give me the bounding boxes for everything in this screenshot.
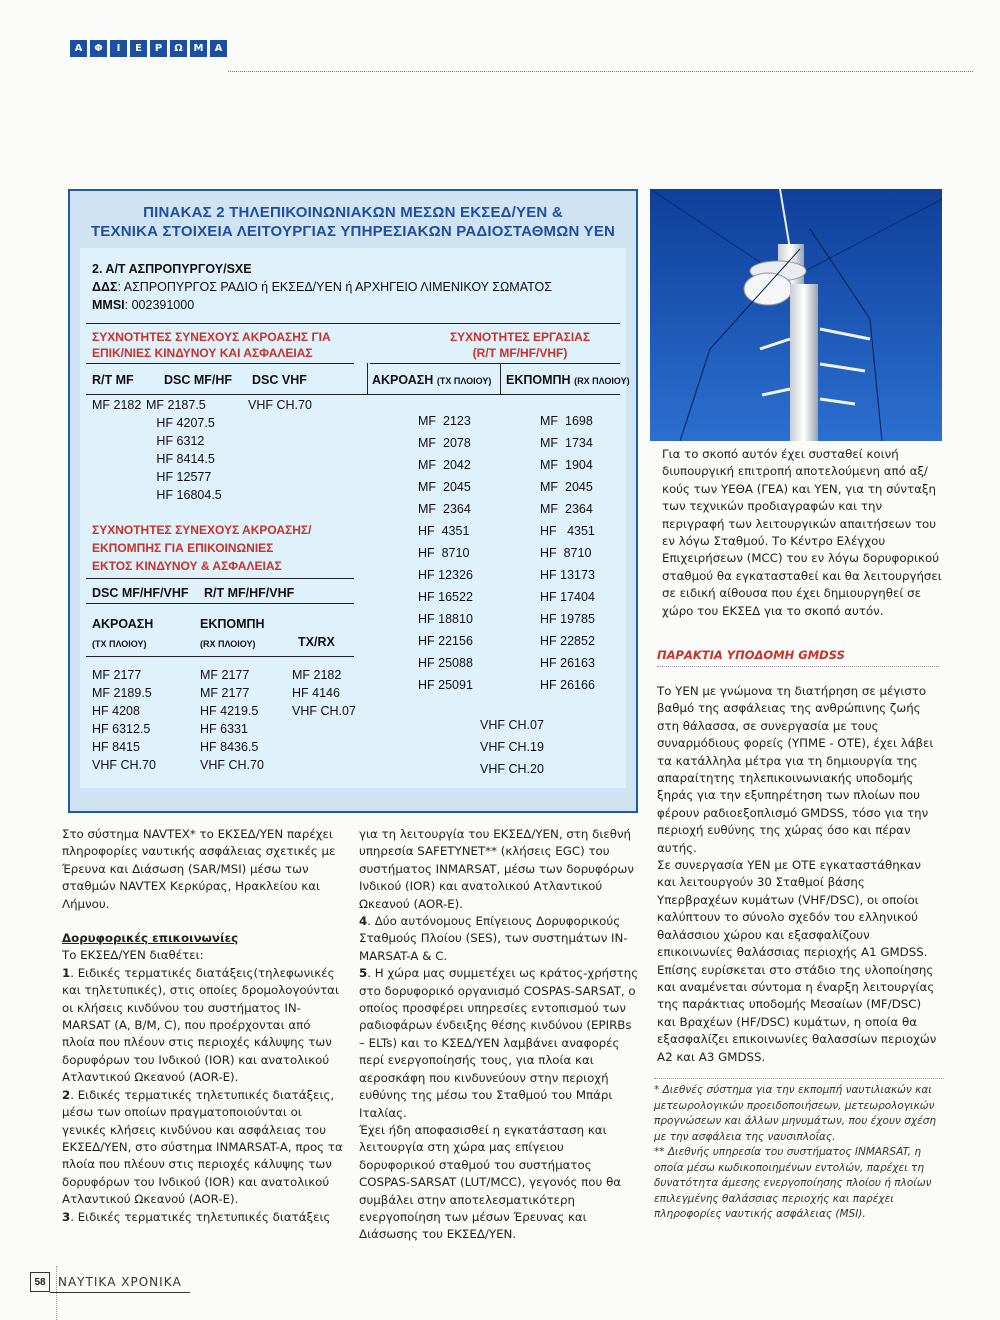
mid-heading-3: ΕΚΤΟΣ ΚΙΝΔΥΝΟΥ & ΑΣΦΑΛΕΙΑΣ: [92, 559, 282, 573]
item-text: . Ειδικές τερματικές διατάξεις(τηλεφωνικές και τηλετυπικές), στις οποίες δρομολογούνται οι κλήσεις κινδύνου του συστήματος IN-MARSAT (A, B/M, C), που προέρχονται από πλοία που πλέουν στις περιοχές κάλυψης των δορυφόρων του Ινδικού (IOR) και ανατολικού Ατλαντικού Ωκεανού (AOR-E).: [62, 965, 339, 1085]
col-dsc-vhf: DSC VHF: [252, 373, 307, 387]
col-akroasi-label: ΑΚΡΟΑΣΗ: [372, 373, 434, 387]
dds-line: [92, 279, 552, 295]
section-header: [70, 40, 227, 57]
mmsi-line: [92, 297, 194, 313]
header-letter: Φ: [90, 40, 107, 57]
vhf-values: VHF CH.07 VHF CH.19 VHF CH.20: [480, 718, 544, 776]
divider: [86, 656, 354, 657]
mid-col-ekpompi: ΕΚΠΟΜΠΗ: [200, 617, 265, 631]
item-number: 2: [62, 1087, 71, 1102]
col-ekpompi-sub: (RX ΠΛΟΙΟΥ): [574, 376, 630, 386]
divider: [367, 363, 368, 395]
col1-item-3: [62, 1209, 346, 1226]
divider: [370, 363, 620, 364]
divider: [86, 363, 354, 364]
item-text: . Δύο αυτόνομους Επίγειους Δορυφορικούς Σταθμούς Πλοίου (SES), των συστημάτων IN-MARSAT-A & C.: [359, 914, 628, 963]
work-ekpompi-values: MF 1698 MF 1734 MF 1904 MF 2045 MF 2364 HF 4351 HF 8710 HF 13173 HF 17404 HF 19785 HF 22852 HF 26163 HF 26166: [540, 414, 595, 692]
antenna-image: [650, 189, 942, 441]
col3-body: [657, 683, 941, 1066]
left-heading-1: ΣΥΧΝΟΤΗΤΕΣ ΣΥΝΕΧΟΥΣ ΑΚΡΟΑΣΗΣ ΓΙΑ: [92, 330, 331, 344]
footnote-1: * Διεθνές σύστημα για την εκπομπή ναυτιλιακών και μετεωρολογικών προειδοποιήσεων, μετεωρολογικών προγνώσεων και άλλων μηνυμάτων, που έχουν σχέση με την ασφάλεια της ναυσιπλοΐας.: [654, 1084, 937, 1143]
footer-dots: [56, 1266, 57, 1320]
dds-value: : ΑΣΠΡΟΠΥΡΓΟΣ ΡΑΔΙΟ ή ΕΚΣΕΔ/ΥΕΝ ή ΑΡΧΗΓΕΙΟ ΛΙΜΕΝΙΚΟΥ ΣΩΜΑΤΟΣ: [117, 280, 552, 294]
mid-col-rx: (RX ΠΛΟΙΟΥ): [200, 639, 256, 649]
table-body: [80, 248, 630, 788]
divider: [86, 323, 620, 324]
divider: [86, 394, 620, 395]
mid-col-txrx: TX/RX: [298, 635, 335, 649]
item-number: 4: [359, 914, 368, 929]
col2-item-5: [359, 965, 639, 1122]
mid-heading-2: ΕΚΠΟΜΠΗΣ ΓΙΑ ΕΠΙΚΟΙΝΩΝΙΕΣ: [92, 541, 274, 555]
footnote-rule: [654, 1078, 944, 1079]
col3-paragraph-2: Το ΥΕΝ με γνώμονα τη διατήρηση σε μέγιστο βαθμό της ασφάλειας της ανθρώπινης ζωής στη θάλασσα, σε συνεργασία με τους συναρμόδιους φορείς (ΥΠΜΕ - ΟΤΕ), έχει λάβει τα κατάλληλα μέτρα για τη δημιουργία της απαραίτητης τηλεπικοινωνιακής υποδομής ξηράς για την εξυπηρέτηση των πλοίων που φέρουν ραδιοεξοπλισμό GMDSS, τόσο για την περιοχή ευθύνης της χώρας όσο και πέραν αυτής.: [657, 684, 934, 855]
col1-body: [62, 826, 346, 1226]
col-akroasi-sub: (TX ΠΛΟΙΟΥ): [436, 376, 492, 386]
table-title: [70, 203, 636, 241]
col-dsc-mf-hf: DSC MF/HF: [164, 373, 233, 387]
dds-label: ΔΔΣ: [92, 280, 118, 294]
page-number: 58: [30, 1272, 50, 1292]
section-heading-gmdss: ΠΑΡΑΚΤΙΑ ΥΠΟΔΟΜΗ GMDSS: [657, 648, 845, 662]
item-number: 5: [359, 966, 368, 981]
header-letter: Ι: [110, 40, 127, 57]
station-name: 2. Α/Τ ΑΣΠΡΟΠΥΡΓΟΥ/SXE: [92, 262, 252, 276]
right-heading-2: (R/T MF/HF/VHF): [472, 346, 568, 360]
footer-rule: [50, 1292, 190, 1293]
col2-paragraph-2: Έχει ήδη αποφασισθεί η εγκατάσταση και λειτουργία στη χώρα μας επίγειου δορυφορικού σταθμού του συστήματος COSPAS-SARSAT (LUT/MCC), γεγονός που θα συμβάλει στην αποτελεσματικότερη ενεργοποίηση των μέσων Έρευνας και Διάσωσης του ΕΚΣΕΔ/ΥΕΝ.: [359, 1122, 622, 1242]
col2-item-4: [359, 913, 639, 965]
mid-txrx-values: MF 2182 HF 4146 VHF CH.07: [292, 668, 356, 718]
col1-subheading: Δορυφορικές επικοινωνίες: [62, 931, 239, 946]
item-number: 1: [62, 965, 71, 980]
table-title-line1: ΠΙΝΑΚΑΣ 2 ΤΗΛΕΠΙΚΟΙΝΩΝΙΑΚΩΝ ΜΕΣΩΝ ΕΚΣΕΔ/ΥΕΝ &: [143, 204, 563, 221]
col3-paragraph-3: Σε συνεργασία ΥΕΝ με ΟΤΕ εγκαταστάθηκαν και λειτουργούν 30 Σταθμοί βάσης Υπερβραχέων κυμάτων (VHF/DSC), οι οποίοι καλύπτουν το σύνολο σχεδόν του ελληνικού θαλάσσιου χώρου και εξασφαλίζουν επικοινωνίες θαλάσσιας περιοχής A1 GMDSS.: [657, 858, 928, 960]
divider: [86, 578, 354, 579]
footnotes: [654, 1083, 944, 1223]
header-letter: Ω: [170, 40, 187, 57]
footnote-2: ** Διεθνής υπηρεσία του συστήματος INMARSAT, η οποία μέσω κωδικοποιημένων εντολών, παρέχει τη δυνατότητα άμεσης ενεργοποίησης πλοίου ή πλοίων επιλεγμένης θαλάσσιας περιοχής και παρέχει πληροφορίες ναυτικής ασφάλειας (MSI).: [654, 1146, 932, 1220]
mid-col-dsc: DSC MF/HF/VHF: [92, 586, 189, 600]
header-letter: Α: [210, 40, 227, 57]
header-letter: Α: [70, 40, 87, 57]
mid-col-tx: (TX ΠΛΟΙΟΥ): [92, 639, 147, 649]
col2-paragraph-1: για τη λειτουργία του ΕΚΣΕΔ/ΥΕΝ, στη διεθνή υπηρεσία SAFETYNET** (κλήσεις EGC) του συστήματος INMARSAT, μέσω των δορυφόρων Ινδικού (IOR) και ανατολικού Ατλαντικού Ωκεανού (AOR-E).: [359, 827, 634, 911]
col-akroasi: [372, 372, 491, 389]
dsc-vhf-values: VHF CH.70: [248, 398, 312, 412]
mid-col-rt: R/T MF/HF/VHF: [204, 586, 295, 600]
col1-lead: Το ΕΚΣΕΔ/ΥΕΝ διαθέτει:: [62, 948, 204, 963]
col1-item-1: [62, 965, 346, 1087]
mmsi-label: MMSI: [92, 298, 125, 312]
item-number: 3: [62, 1209, 71, 1224]
col-ekpompi: [506, 372, 630, 389]
item-text: . Ειδικές τερματικές τηλετυπικές διατάξεις, μέσω των οποίων πραγματοποιούνται οι γενικές κλήσεις κινδύνου και ασφάλειας του ΕΚΣΕΔ/ΥΕΝ, στο σύστημα INMARSAT-A, προς τα πλοία που πλέουν στις περιοχές κάλυψης των δορυφόρων του Ινδικού (IOR) και ανατολικού Ατλαντικού Ωκεανού (AOR-E).: [62, 1087, 343, 1207]
item-text: . Η χώρα μας συμμετέχει ως κράτος-χρήστης στο δορυφορικό οργανισμό COSPAS-SARSAT, ο οποίος προσφέρει υπηρεσίες εντοπισμού των ραδιοφάρων ένδειξης θέσης κινδύνου (EPIRBs – ELTs) και το ΚΣΕΔ/ΥΕΝ λαμβάνει αναφορές περί ενεργοποίησής τους, για πλοία και αεροσκάφη που κινδυνεύουν στην περιοχή ευθύνης της μέσω του Σταθμού του Μπάρι Ιταλίας.: [359, 966, 639, 1120]
col1-intro: Στο σύστημα NAVTEX* το ΕΚΣΕΔ/ΥΕΝ παρέχει πληροφορίες ναυτικής ασφάλειας σχετικές με Έρευνα και Διάσωση (SAR/MSI) μέσω των σταθμών NAVTEX Κερκύρας, Ηρακλείου και Λήμνου.: [62, 827, 336, 911]
col3-paragraph-1: Για το σκοπό αυτόν έχει συσταθεί κοινή διυπουργική επιτροπή αποτελούμενη από αξ/κούς των ΥΕΘΑ (ΓΕΑ) και ΥΕΝ, για τη σύνταξη των τεχνικών προδιαγραφών και την περιγραφή των λειτουργικών απαιτήσεων του εν λόγω Σταθμού. Το Κέντρο Ελέγχου Επιχειρήσεων (MCC) του εν λόγω δορυφορικού σταθμού θα εγκατασταθεί και θα λειτουργήσει σε ειδική αίθουσα που έχει δημιουργηθεί σε χώρο του ΕΚΣΕΔ για το σκοπό αυτόν.: [662, 447, 942, 618]
mid-col-akroasi: ΑΚΡΟΑΣΗ: [92, 617, 154, 631]
item-text: . Ειδικές τερματικές τηλετυπικές διατάξεις: [70, 1209, 331, 1224]
mid-heading-1: ΣΥΧΝΟΤΗΤΕΣ ΣΥΝΕΧΟΥΣ ΑΚΡΟΑΣΗΣ/: [92, 523, 312, 537]
dsc-mf-hf-values: MF 2187.5 HF 4207.5 HF 6312 HF 8414.5 HF 12577 HF 16804.5: [146, 398, 222, 502]
col2-body: [359, 826, 639, 1244]
header-letter: Ε: [130, 40, 147, 57]
col3-paragraph-4: Επίσης ευρίσκεται στο στάδιο της υλοποίησης και αναμένεται σύντομα η έναρξη λειτουργίας της παράκτιας υποδομής Μεσαίων (MF/DSC) και Βραχέων (HF/DSC) κυμάτων, η οποία θα εξασφαλίζει επικοινωνίες θαλασσίων περιοχών A2 και A3 GMDSS.: [657, 962, 937, 1064]
table-title-line2: ΤΕΧΝΙΚΑ ΣΤΟΙΧΕΙΑ ΛΕΙΤΟΥΡΓΙΑΣ ΥΠΗΡΕΣΙΑΚΩΝ ΡΑΔΙΟΣΤΑΘΜΩΝ ΥΕΝ: [90, 223, 616, 240]
frequency-table: [68, 189, 638, 813]
header-letter: Μ: [190, 40, 207, 57]
mmsi-value: : 002391000: [124, 298, 195, 312]
mid-akroasi-values: MF 2177 MF 2189.5 HF 4208 HF 6312.5 HF 8415 VHF CH.70: [92, 668, 156, 772]
header-letter: Ρ: [150, 40, 167, 57]
work-akroasi-values: MF 2123 MF 2078 MF 2042 MF 2045 MF 2364 HF 4351 HF 8710 HF 12326 HF 16522 HF 18810 HF 22156 HF 25088 HF 25091: [418, 414, 473, 692]
left-heading-2: ΕΠΙΚ/ΝΙΕΣ ΚΙΝΔΥΝΟΥ ΚΑΙ ΑΣΦΑΛΕΙΑΣ: [92, 346, 313, 360]
col1-item-2: [62, 1087, 346, 1209]
divider: [500, 363, 501, 395]
col-ekpompi-label: ΕΚΠΟΜΠΗ: [506, 373, 571, 387]
right-heading-1: ΣΥΧΝΟΤΗΤΕΣ ΕΡΓΑΣΙΑΣ: [449, 330, 591, 344]
divider: [86, 603, 354, 604]
mid-ekpompi-values: MF 2177 MF 2177 HF 4219.5 HF 6331 HF 8436.5 VHF CH.70: [200, 668, 264, 772]
section-rule: [657, 666, 939, 667]
header-rule: [228, 71, 973, 72]
col-rt-mf: R/T MF: [92, 373, 134, 387]
antenna-photo: [650, 189, 942, 441]
rt-mf-values: MF 2182: [92, 398, 142, 412]
magazine-name: ΝΑΥΤΙΚΑ ΧΡΟΝΙΚΑ: [58, 1275, 182, 1289]
